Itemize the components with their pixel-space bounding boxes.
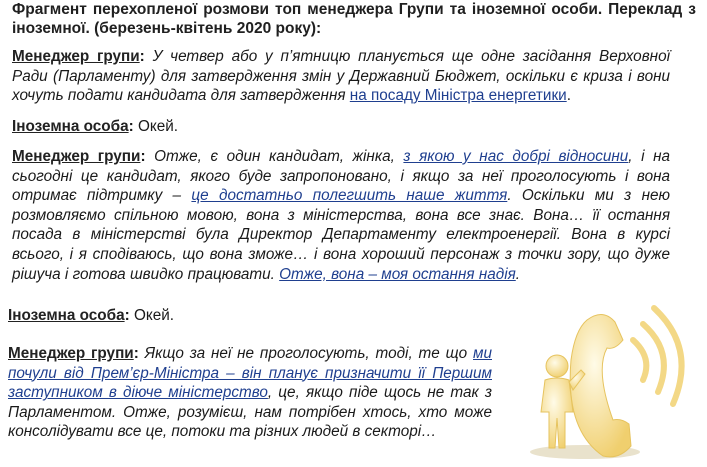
utterance-text: У четвер або у п’ятницю планується ще одне засідання Верховної Ради (Парламенту) для затвердження змін у Державний Бюджет, оскільки є криза і вони хочуть подати кандидата для затвердження	[12, 48, 671, 105]
link-last-hope[interactable]: Отже, вона – моя остання надія	[279, 265, 516, 283]
phone-illustration	[515, 300, 707, 462]
paragraph-manager-1: Менеджер групи: У четвер або у п’ятницю планується ще одне засідання Верховної Ради (Парламенту) для затвердження змін у Державний Бюджет, оскільки є криза і вони хочуть подати кандидата для затвердження на посаду Міністра енергетики.	[12, 48, 671, 105]
link-good-relations[interactable]: з якою у нас добрі відносини	[403, 148, 629, 165]
utterance-text: Якщо за неї не проголосують, тоді, те що	[144, 345, 473, 362]
utterance-text: Окей.	[137, 118, 179, 135]
link-minister-energy[interactable]: на посаду Міністра енергетики	[349, 87, 567, 105]
speaker-label: Менеджер групи	[12, 148, 141, 165]
speaker-label: Іноземна особа	[8, 307, 125, 324]
paragraph-foreign-1: Іноземна особа: Окей.	[12, 118, 179, 135]
utterance-text: Отже, є один кандидат, жінка,	[154, 148, 404, 165]
link-easier-life[interactable]: це достатньо полегшить наше життя	[191, 187, 508, 205]
paragraph-manager-2: Менеджер групи: Отже, є один кандидат, жінка, з якою у нас добрі відносини, і на сьогодні це кандидат, якого буде запропоновано, і якщо за неї проголосують і вона отримає підтримку – це достатньо полегшить наше життя. Оскільки ми з нею розмовляємо спільною мовою, вона з міністерства, вона все знає. Вона… її остання посада в міністерстві була Директор Департаменту електроенергії. Вона в курсі всього, і я сподіваюсь, що вона зможе… і вона хороший персонаж з точки зору, що дуже рішуча і готова швидко працювати. Отже, вона – моя остання надія.	[12, 148, 671, 283]
speaker-label: Менеджер групи	[8, 345, 134, 362]
speaker-label: Іноземна особа	[12, 118, 129, 135]
paragraph-foreign-2: Іноземна особа: Окей.	[8, 307, 175, 324]
utterance-text: Окей.	[133, 307, 175, 324]
phone-icon	[515, 300, 707, 462]
paragraph-manager-3: Менеджер групи: Якщо за неї не проголосують, тоді, те що ми почули від Прем’єр-Міністра – він планує призначити її Першим заступником в діюче міністерство, це, якщо піде щось не так з Парламентом. Отже, розумієш, нам потрібен хтось, хто може консолідувати все це, потоки та різних людей в секторі…	[8, 345, 492, 441]
link-prime-minister[interactable]: ми почули від Прем’єр-Міністра – він планує призначити її Першим заступником в діюче міністерство	[8, 345, 492, 402]
document-title: Фрагмент перехопленої розмови топ менеджера Групи та іноземної особи. Переклад з іноземної. (березень-квітень 2020 року):	[12, 1, 696, 37]
speaker-label: Менеджер групи	[12, 48, 140, 65]
